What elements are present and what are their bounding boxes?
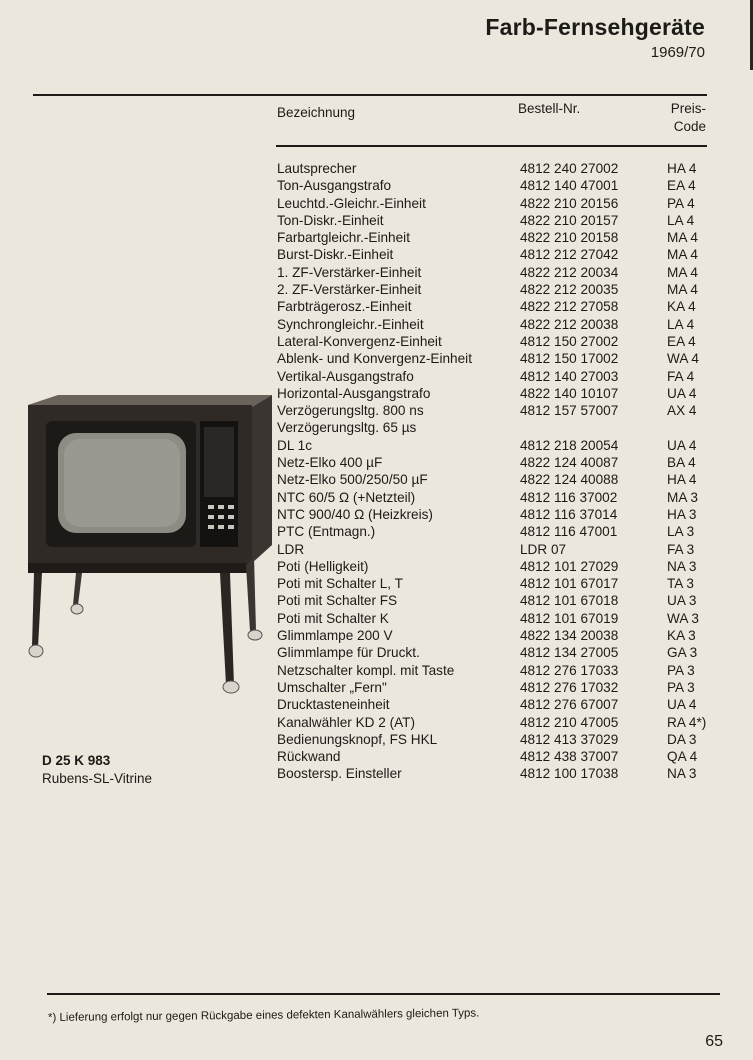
model-number: D 25 K 983	[42, 753, 111, 768]
caster	[71, 604, 83, 614]
table-row	[277, 644, 717, 661]
table-row	[277, 368, 717, 385]
part-name: 1. ZF-Verstärker-Einheit	[277, 264, 422, 280]
part-name: Ton-Ausgangstrafo	[277, 178, 392, 194]
price-code: HA 4	[667, 161, 697, 176]
order-number: 4812 210 47005	[520, 714, 619, 730]
order-number: 4822 212 20035	[520, 282, 619, 298]
part-name: Burst-Diskr.-Einheit	[277, 247, 394, 263]
caster	[248, 630, 262, 640]
table-row	[277, 195, 717, 212]
order-number: 4812 157 57007	[520, 403, 619, 419]
order-number: 4812 140 47001	[520, 178, 619, 194]
tv-cabinet-illustration	[20, 395, 275, 695]
table-row	[277, 264, 717, 281]
part-name: Poti mit Schalter L, T	[277, 576, 403, 592]
table-row	[277, 160, 717, 177]
table-row	[277, 333, 717, 350]
part-name: Drucktasteneinheit	[277, 697, 390, 713]
price-code: WA 4	[667, 351, 699, 367]
price-code: FA 4	[667, 368, 695, 384]
part-name: Poti mit Schalter FS	[277, 593, 398, 609]
order-number: 4812 101 67019	[520, 610, 619, 626]
order-number: 4812 276 67007	[520, 697, 619, 713]
order-number: 4812 438 37007	[520, 749, 619, 765]
price-code: LA 4	[667, 212, 695, 228]
table-row	[277, 731, 717, 748]
table-row	[277, 437, 717, 454]
price-code: DA 3	[667, 731, 697, 747]
order-number: 4822 212 20038	[520, 316, 619, 332]
order-number: 4822 212 20034	[520, 264, 619, 280]
price-code: LA 3	[667, 524, 695, 540]
order-number: 4812 101 67017	[520, 576, 619, 592]
table-row	[277, 385, 717, 402]
part-name: Poti mit Schalter K	[277, 610, 389, 626]
order-number: 4822 210 20157	[520, 212, 619, 228]
table-row	[277, 523, 717, 540]
table-row	[277, 489, 717, 506]
price-code: BA 4	[667, 455, 696, 471]
order-number: 4812 240 27002	[520, 161, 619, 176]
leg-front-left	[32, 573, 42, 647]
part-name: PTC (Entmagn.)	[277, 524, 376, 540]
order-number: 4812 276 17032	[520, 679, 619, 695]
leg-back-left	[73, 573, 82, 605]
price-code: LA 4	[667, 316, 695, 332]
order-number: 4812 116 37014	[520, 506, 618, 522]
order-number: 4812 413 37029	[520, 731, 619, 747]
price-code: FA 3	[667, 541, 695, 557]
order-number: 4822 134 20038	[520, 628, 619, 644]
table-row	[277, 696, 717, 713]
part-name: Umschalter „Fern"	[277, 679, 387, 695]
price-code: MA 4	[667, 230, 698, 246]
part-name: Farbartgleichr.-Einheit	[277, 230, 410, 246]
cabinet-base	[28, 563, 252, 573]
part-name: 2. ZF-Verstärker-Einheit	[277, 282, 422, 298]
order-number: 4812 150 27002	[520, 333, 619, 349]
table-row	[277, 350, 717, 367]
part-name: NTC 60/5 Ω (+Netzteil)	[277, 489, 416, 505]
part-name: Leuchtd.-Gleichr.-Einheit	[277, 195, 426, 211]
page-number: 65	[705, 1033, 723, 1050]
price-code: WA 3	[667, 610, 699, 626]
order-number: 4812 276 17033	[520, 662, 619, 678]
order-number: 4822 140 10107	[520, 385, 619, 401]
part-name: Boostersp. Einsteller	[277, 766, 402, 782]
order-number: 4812 140 27003	[520, 368, 619, 384]
order-number: 4822 124 40088	[520, 472, 619, 488]
price-code: HA 4	[667, 472, 697, 488]
part-name: Vertikal-Ausgangstrafo	[277, 368, 414, 384]
price-code: AX 4	[667, 403, 697, 419]
order-number: LDR 07	[520, 541, 567, 557]
order-number: 4812 212 27042	[520, 247, 619, 263]
table-row	[277, 454, 717, 471]
table-row	[277, 592, 717, 609]
part-name: Glimmlampe 200 V	[277, 628, 393, 644]
table-row	[277, 246, 717, 263]
part-name: Glimmlampe für Druckt.	[277, 645, 420, 661]
order-number: 4822 210 20156	[520, 195, 619, 211]
leg-front-right	[220, 573, 234, 685]
table-row	[277, 506, 717, 523]
table-row	[277, 541, 717, 558]
part-name: DL 1c	[277, 437, 313, 453]
table-row	[277, 419, 717, 436]
order-number: 4812 218 20054	[520, 437, 619, 453]
price-code: TA 3	[667, 576, 694, 592]
table-row	[277, 212, 717, 229]
price-code: PA 3	[667, 679, 695, 695]
table-row	[277, 627, 717, 644]
table-row	[277, 714, 717, 731]
price-code: PA 4	[667, 195, 695, 211]
price-code: UA 4	[667, 385, 697, 401]
price-code: EA 4	[667, 333, 696, 349]
order-number: 4812 101 67018	[520, 593, 619, 609]
table-row	[277, 558, 717, 575]
price-code: MA 4	[667, 282, 698, 298]
price-code: NA 3	[667, 766, 697, 782]
price-code: KA 4	[667, 299, 696, 315]
caster	[29, 645, 43, 657]
part-name: Verzögerungsltg. 800 ns	[277, 403, 424, 419]
part-name: Netz-Elko 400 µF	[277, 455, 383, 471]
price-code: HA 3	[667, 506, 697, 522]
table-row	[277, 316, 717, 333]
price-code: GA 3	[667, 645, 698, 661]
table-row	[277, 679, 717, 696]
price-code: MA 4	[667, 247, 698, 263]
part-name: NTC 900/40 Ω (Heizkreis)	[277, 506, 433, 522]
model-name: Rubens-SL-Vitrine	[42, 771, 153, 786]
order-number: 4822 210 20158	[520, 230, 619, 246]
leg-back-right	[246, 557, 256, 631]
order-number: 4812 100 17038	[520, 766, 619, 782]
footnote: *) Lieferung erfolgt nur gegen Rückgabe eines defekten Kanalwählers gleichen Typs.	[47, 1007, 480, 1024]
table-row	[277, 662, 717, 679]
order-number: 4812 101 27029	[520, 558, 619, 574]
order-number: 4822 124 40087	[520, 455, 619, 471]
part-name: Rückwand	[277, 749, 341, 765]
part-name: LDR	[277, 541, 305, 557]
caster	[223, 681, 239, 693]
order-number: 4812 134 27005	[520, 645, 619, 661]
price-code: MA 4	[667, 264, 698, 280]
price-code: QA 4	[667, 749, 698, 765]
part-name: Lautsprecher	[277, 161, 357, 176]
part-name: Bedienungsknopf, FS HKL	[277, 731, 438, 747]
table-row	[277, 748, 717, 765]
order-number: 4812 116 37002	[520, 489, 618, 505]
table-row	[277, 281, 717, 298]
column-header-name: Bezeichnung	[277, 105, 356, 120]
table-row	[277, 229, 717, 246]
part-name: Horizontal-Ausgangstrafo	[277, 385, 431, 401]
part-name: Poti (Helligkeit)	[277, 558, 369, 574]
table-row	[277, 610, 717, 627]
table-row	[277, 298, 717, 315]
column-header-code-line2: Code	[673, 119, 706, 134]
price-code: UA 4	[667, 697, 697, 713]
order-number: 4812 116 47001	[520, 524, 618, 540]
part-name: Ton-Diskr.-Einheit	[277, 212, 384, 228]
price-code: MA 3	[667, 489, 698, 505]
part-name: Ablenk- und Konvergenz-Einheit	[277, 351, 472, 367]
part-name: Farbträgerosz.-Einheit	[277, 299, 412, 315]
order-number: 4812 150 17002	[520, 351, 619, 367]
price-code: PA 3	[667, 662, 695, 678]
price-code: UA 3	[667, 593, 697, 609]
table-row	[277, 765, 717, 782]
part-name: Verzögerungsltg. 65 µs	[277, 420, 417, 436]
part-name: Netz-Elko 500/250/50 µF	[277, 472, 428, 488]
price-code: RA 4*)	[667, 714, 707, 730]
column-header-code	[600, 100, 706, 136]
order-number: 4822 212 27058	[520, 299, 619, 315]
bottom-rule	[47, 993, 720, 995]
part-name: Netzschalter kompl. mit Taste	[277, 662, 455, 678]
cabinet-side	[252, 395, 272, 563]
header-rule	[276, 145, 707, 147]
table-row	[277, 471, 717, 488]
table-row	[277, 402, 717, 419]
part-name: Lateral-Konvergenz-Einheit	[277, 333, 442, 349]
part-name: Kanalwähler KD 2 (AT)	[277, 714, 416, 730]
page-subtitle: 1969/70	[650, 44, 705, 61]
price-code: KA 3	[667, 628, 696, 644]
top-rule	[33, 94, 707, 96]
price-code: UA 4	[667, 437, 697, 453]
column-header-code-line1: Preis-	[670, 101, 706, 116]
price-code: EA 4	[667, 178, 696, 194]
table-row	[277, 575, 717, 592]
parts-table	[277, 160, 717, 783]
price-code: NA 3	[667, 558, 697, 574]
push-buttons	[208, 505, 234, 529]
page-title: Farb-Fernsehgeräte	[485, 14, 705, 40]
part-name: Synchrongleichr.-Einheit	[277, 316, 424, 332]
table-row	[277, 177, 717, 194]
column-header-order: Bestell-Nr.	[518, 101, 581, 116]
